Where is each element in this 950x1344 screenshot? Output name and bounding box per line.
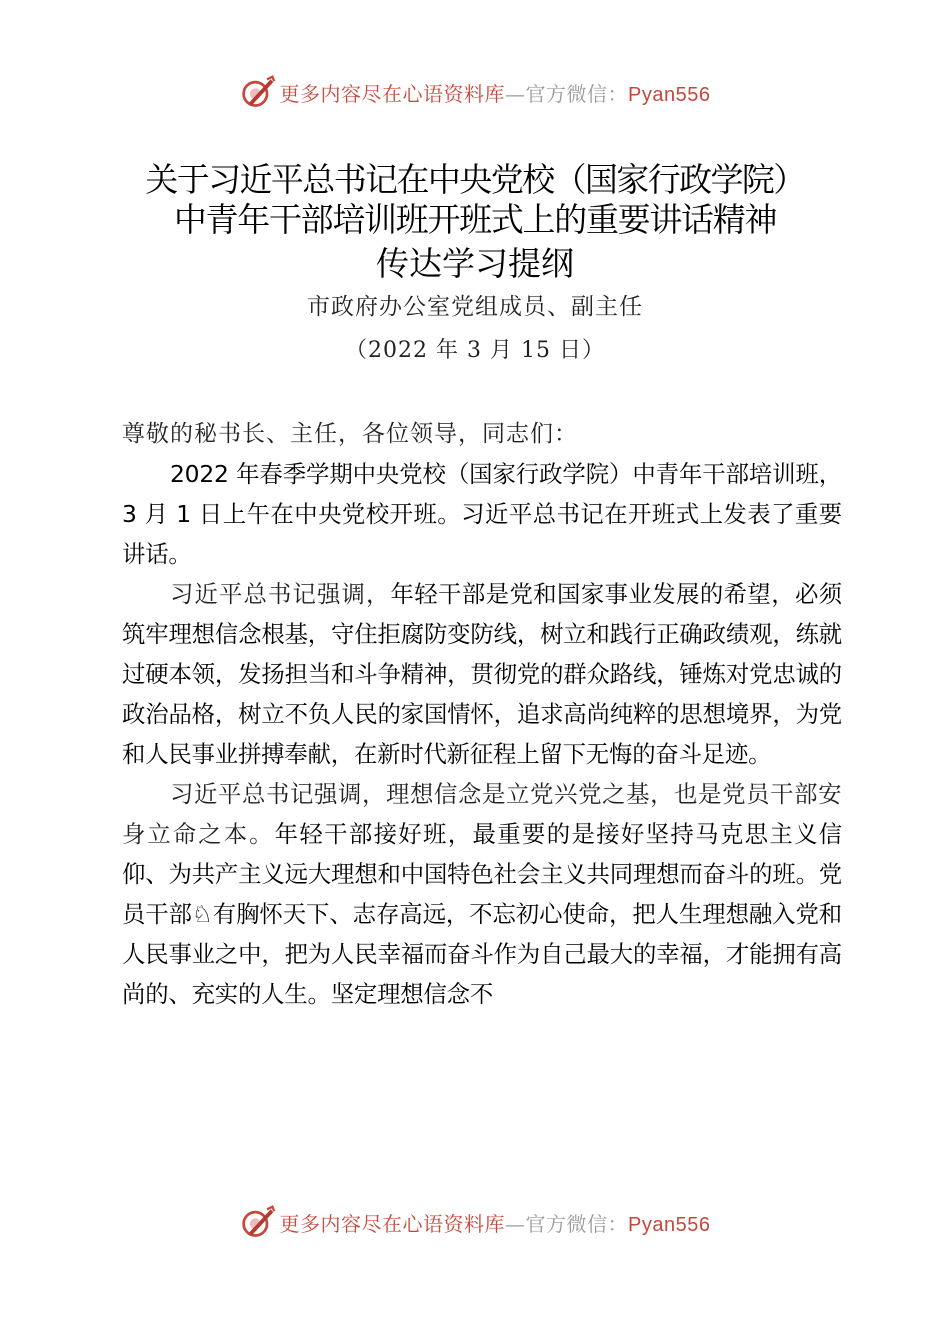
date-line: （2022 年 3 月 15 日） [345, 338, 605, 363]
paragraph-3-lead: 习近平总书记强调，理想信念是立党兴党之基，也是党员干部安身立命之本。 [122, 780, 842, 848]
paragraph-3-text: 年轻干部接好班，最重要的是接好坚持马克思主义信仰、为共产主义远大理想和中国特色社会主义共同理想而奋斗的班。党员干部♘有胸怀天下、志存高远，不忘初心使命，把人生理想融入党和人民事业之中，把为人民幸福而奋斗作为自己最大的幸福，才能拥有高尚的、充实的人生。坚定理想信念不 [122, 820, 843, 1008]
title-line-1: 关于习近平总书记在中央党校（国家行政学院） [145, 160, 805, 199]
title-line-3: 传达学习提纲 [376, 244, 574, 283]
paragraph-3 [122, 774, 842, 1014]
paragraph-1 [122, 454, 842, 574]
footer-watermark [0, 1200, 950, 1244]
greeting: 尊敬的秘书长、主任，各位领导，同志们： [122, 421, 578, 447]
author-line: 市政府办公室党组成员、副主任 [307, 294, 643, 320]
watermark-wechat-id: Pyan556 [628, 83, 711, 106]
pen-seal-logo-icon [240, 74, 276, 110]
watermark-wechat-label: —官方微信： [505, 1211, 629, 1236]
document-title [0, 160, 950, 284]
watermark-wechat-id: Pyan556 [628, 1213, 711, 1236]
watermark-site-name: 更多内容尽在心语资料库 [279, 1211, 506, 1236]
document-body [122, 410, 842, 1014]
paragraph-2-lead: 习近平总书记强调， [170, 580, 391, 608]
paragraph-1-text: 2022 年春季学期中央党校（国家行政学院）中青年干部培训班，3 月 1 日上午在中央党校开班。习近平总书记在开班式上发表了重要讲话。 [122, 460, 842, 568]
pen-seal-logo-icon [240, 1204, 276, 1240]
paragraph-2 [122, 574, 842, 774]
paragraph-2-text: 年轻干部是党和国家事业发展的希望，必须筑牢理想信念根基，守住拒腐防变防线，树立和践行正确政绩观，练就过硬本领，发扬担当和斗争精神，贯彻党的群众路线，锤炼对党忠诚的政治品格，树立不负人民的家国情怀，追求高尚纯粹的思想境界，为党和人民事业拼搏奉献，在新时代新征程上留下无悔的奋斗足迹。 [122, 580, 842, 768]
header-watermark [0, 70, 950, 114]
watermark-wechat-label: —官方微信： [505, 81, 629, 106]
watermark-site-name: 更多内容尽在心语资料库 [279, 81, 506, 106]
title-line-2: 中青年干部培训班开班式上的重要讲话精神 [173, 200, 777, 239]
